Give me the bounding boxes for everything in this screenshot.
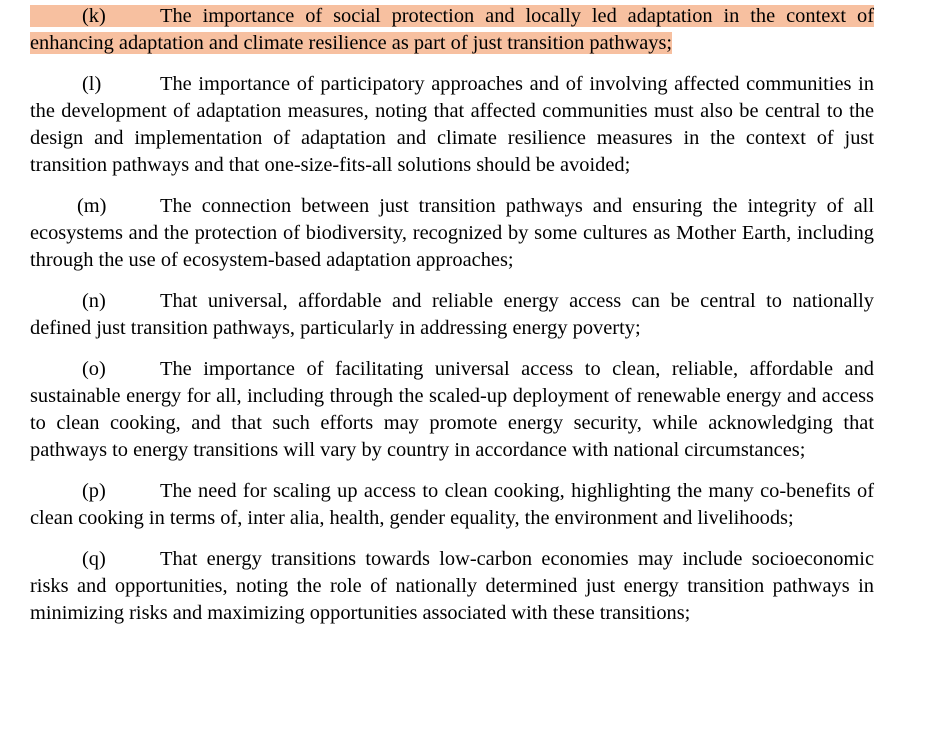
- paragraph-k: [30, 3, 874, 57]
- paragraph-text: The importance of social protection and locally led adaptation in the context of enhancing adaptation and climate resilience as part of just transition pathways;: [30, 5, 874, 54]
- paragraph-text: The connection between just transition pathways and ensuring the integrity of all ecosystems and the protection of biodiversity, recognized by some cultures as Mother Earth, including through the use of ecosystem-based adaptation approaches;: [30, 195, 874, 271]
- paragraph-marker: (o): [82, 358, 106, 380]
- paragraph-n: [30, 288, 874, 342]
- paragraph-marker: (m): [77, 195, 107, 217]
- paragraph-text: The importance of facilitating universal access to clean, reliable, affordable and sustainable energy for all, including through the scaled-up deployment of renewable energy and access to clean cooking, and that such efforts may promote energy security, while acknowledging that pathways to energy transitions will vary by country in accordance with national circumstances;: [30, 358, 874, 461]
- paragraph-marker: (l): [82, 73, 102, 95]
- paragraph-p: [30, 478, 874, 532]
- paragraph-marker: (k): [82, 5, 106, 27]
- paragraph-q: [30, 546, 874, 627]
- highlighted-text: [30, 5, 874, 54]
- paragraph-o: [30, 356, 874, 464]
- paragraph-m: [30, 193, 874, 274]
- paragraph-marker: (p): [82, 480, 106, 502]
- paragraph-marker: (q): [82, 548, 106, 570]
- paragraph-l: [30, 71, 874, 179]
- document-body: [30, 3, 874, 641]
- paragraph-marker: (n): [82, 290, 106, 312]
- paragraph-text: The need for scaling up access to clean cooking, highlighting the many co-benefits of clean cooking in terms of, inter alia, health, gender equality, the environment and livelihoods;: [30, 480, 874, 529]
- paragraph-text: The importance of participatory approaches and of involving affected communities in the development of adaptation measures, noting that affected communities must also be central to the design and implementation of adaptation and climate resilience measures in the context of just transition pathways and that one-size-fits-all solutions should be avoided;: [30, 73, 874, 176]
- paragraph-text: That energy transitions towards low-carbon economies may include socioeconomic risks and opportunities, noting the role of nationally determined just energy transition pathways in minimizing risks and maximizing opportunities associated with these transitions;: [30, 548, 874, 624]
- paragraph-text: That universal, affordable and reliable energy access can be central to nationally defined just transition pathways, particularly in addressing energy poverty;: [30, 290, 874, 339]
